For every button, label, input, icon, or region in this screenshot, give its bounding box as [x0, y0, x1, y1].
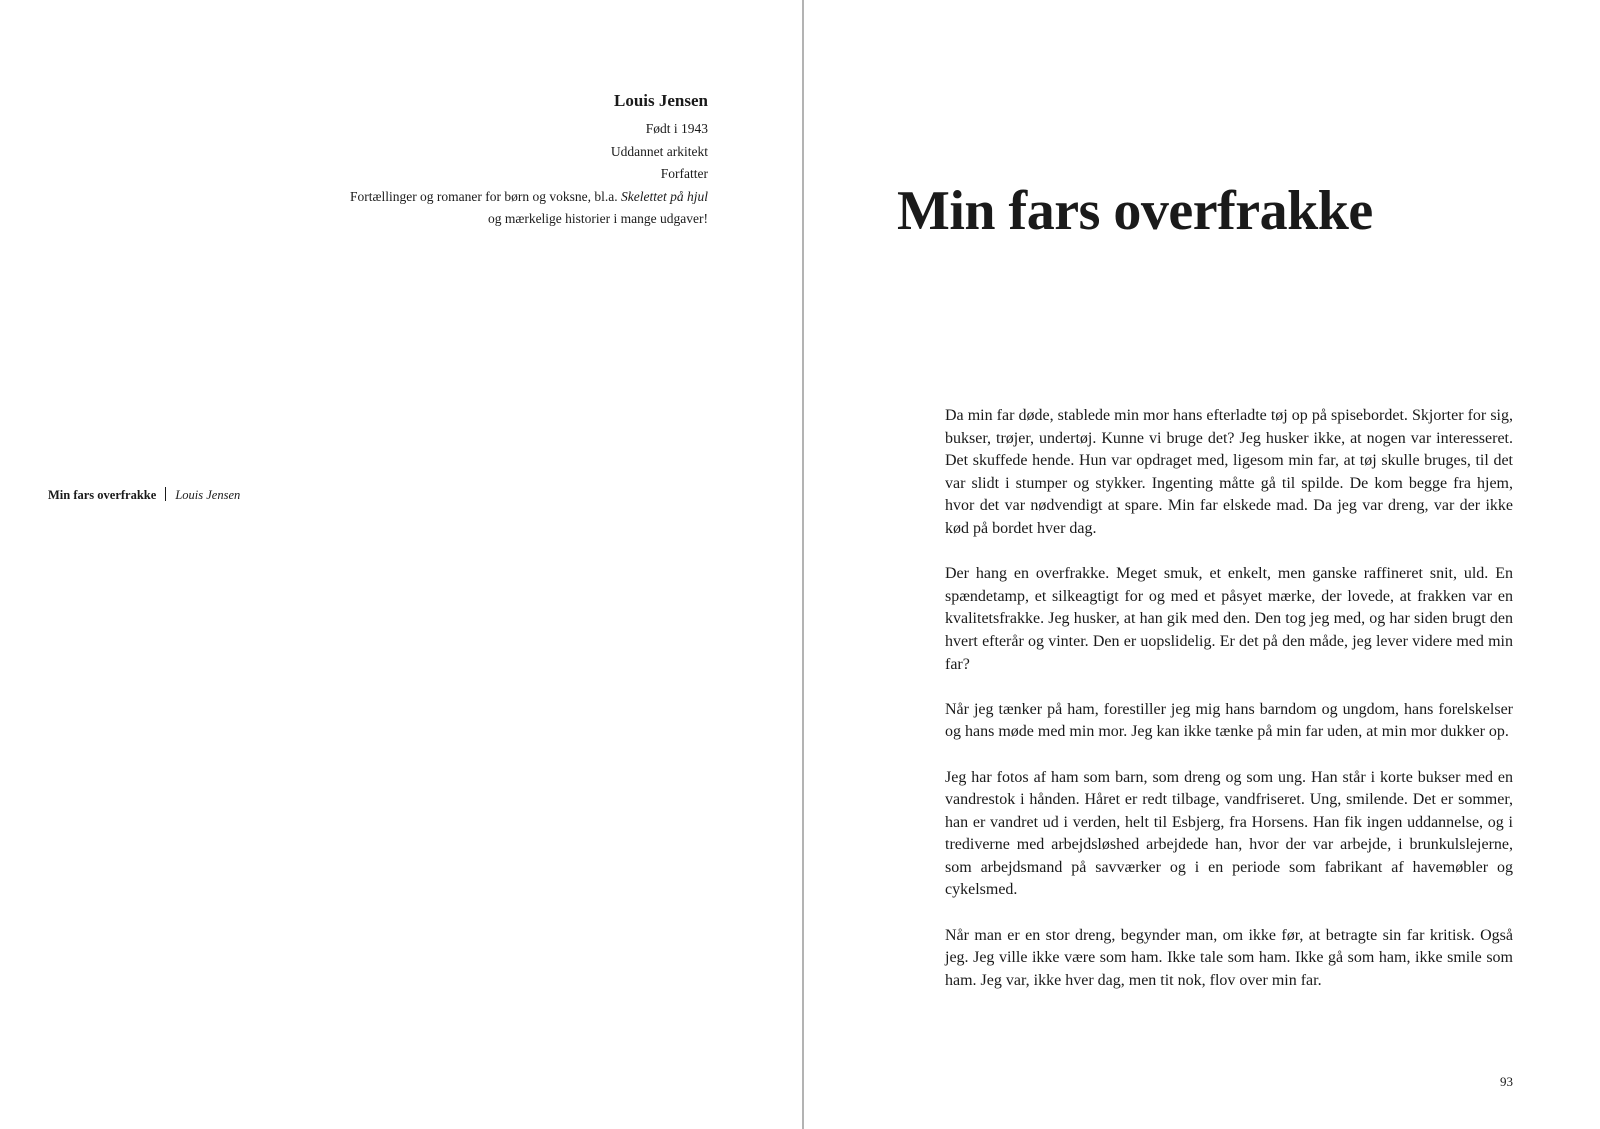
author-bio: [208, 90, 708, 231]
author-works-title: Skelettet på hjul: [621, 188, 708, 204]
author-name: Louis Jensen: [614, 91, 708, 110]
paragraph: Jeg har fotos af ham som barn, som dreng og som ung. Han står i korte bukser med en vandrestok i hånden. Håret er redt tilbage, vandfriseret. Ung, smilende. Det er sommer, han er vandret ud i verden, helt til Esbjerg, fra Horsens. Han fik ingen uddannelse, og i trediverne med arbejdsløshed arbejdede han, hvor der var arbejde, i brunkulslejerne, som arbejdsmand på savværker og i en periode som fabrikant af havemøbler og cykelsmed.: [945, 768, 1513, 899]
author-born: Født i 1943: [645, 121, 708, 136]
page-number: 93: [1500, 1074, 1513, 1089]
author-works: [208, 186, 708, 209]
chapter-title: Min fars overfrakke: [897, 180, 1373, 242]
paragraph: Da min far døde, stablede min mor hans efterladte tøj op på spisebordet. Skjorter for sig, bukser, trøjer, undertøj. Kunne vi bruge det? Jeg husker ikke, at nogen var interesseret. Det skuffede hende. Hun var opdraget med, ligesom min far, at tøj skulle bruges, til det var slidt i stumper og stykker. Ingenting måtte gå til spilde. De kom begge fra hjem, hvor det var nødvendigt at spare. Min far elskede mad. Da jeg var dreng, var der ikke kød på bordet hver dag.: [945, 407, 1513, 537]
author-works-prefix: Fortællinger og romaner for børn og voksne, bl.a.: [349, 188, 622, 204]
paragraph: Når jeg tænker på ham, forestiller jeg mig hans barndom og ungdom, hans forelskelser og hans møde med min mor. Jeg kan ikke tænke på min far uden, at min mor dukker op.: [945, 700, 1513, 741]
author-education: Uddannet arkitekt: [610, 143, 708, 159]
author-works-suffix: og mærkelige historier i mange udgaver!: [487, 211, 708, 226]
running-head-author: Louis Jensen: [175, 488, 241, 502]
body-text: [945, 405, 1513, 1015]
running-head-separator: [165, 487, 166, 501]
paragraph: Der hang en overfrakke. Meget smuk, et enkelt, men ganske raffineret snit, uld. En spændetamp, et silkeagtigt for og med et påsyet mærke, der lovede, at frakken var en kvalitetsfrakke. Jeg husker, at han gik med den. Den tog jeg med, og har siden brugt den hvert efterår og vinter. Den er uopslidelig. Er det på den måde, jeg lever videre med min far?: [945, 565, 1513, 673]
author-profession: Forfatter: [660, 166, 708, 181]
running-head-title: Min fars overfrakke: [48, 488, 157, 502]
page-gutter-divider: [802, 0, 804, 1129]
running-head: [48, 487, 240, 503]
paragraph: Når man er en stor dreng, begynder man, om ikke før, at betragte sin far kritisk. Også jeg. Jeg ville ikke være som ham. Ikke tale som ham. Ikke gå som ham, ikke smile som ham. Jeg var, ikke hver dag, men tit nok, flov over min far.: [945, 926, 1513, 989]
